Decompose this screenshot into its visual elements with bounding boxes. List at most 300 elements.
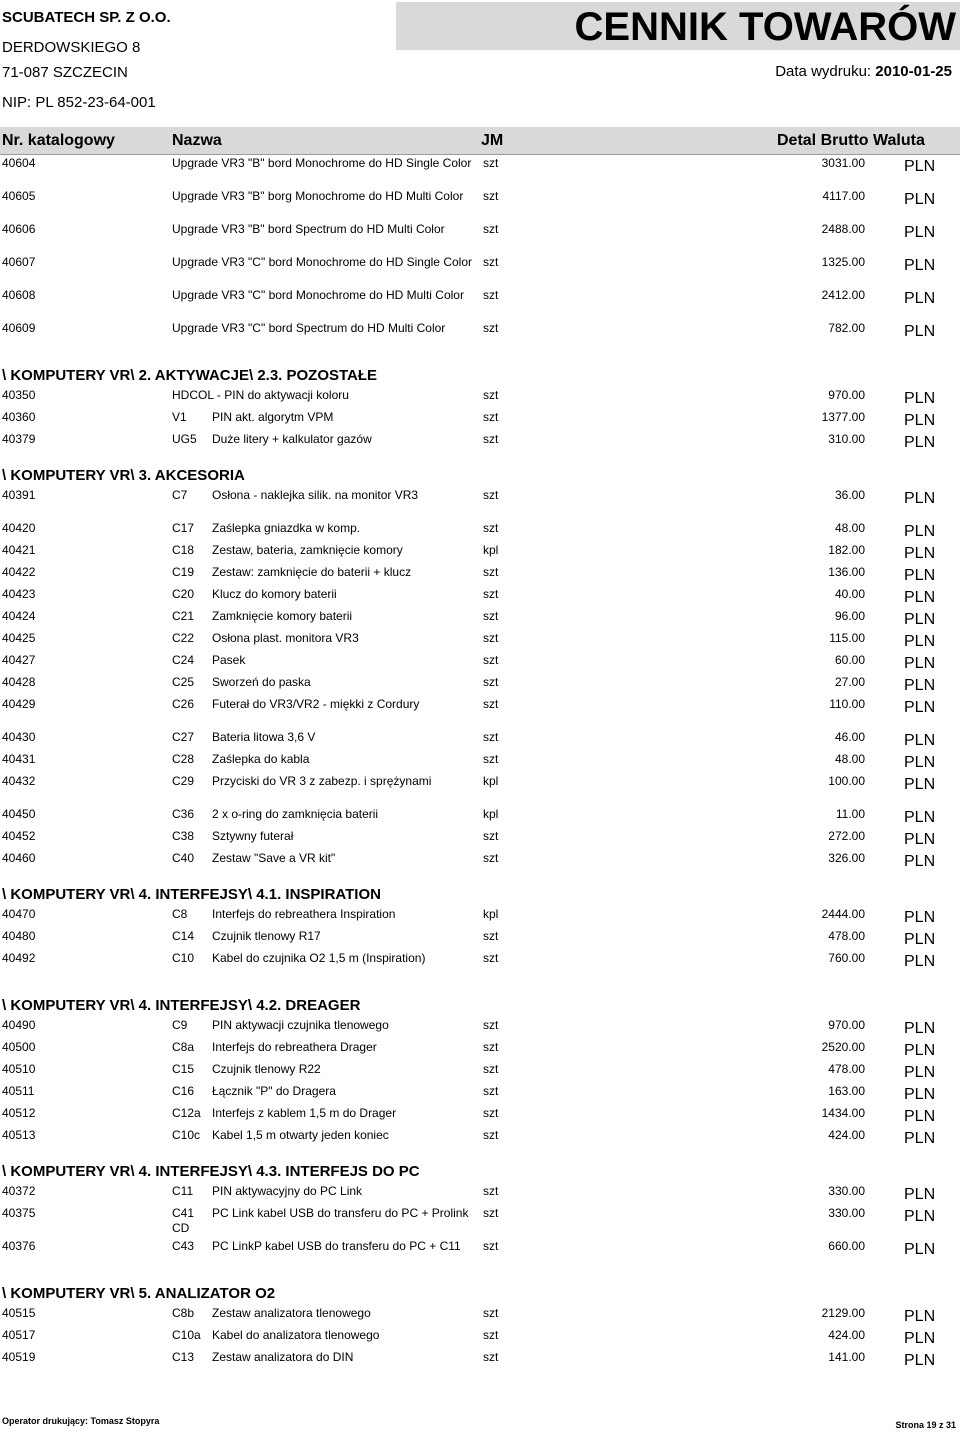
table-row: [0, 586, 960, 608]
currency: PLN: [904, 434, 936, 451]
unit: szt: [483, 1128, 499, 1142]
price-list: [0, 155, 960, 1371]
product-name-cell: [172, 653, 472, 668]
unit: szt: [483, 222, 499, 236]
unit: szt: [483, 321, 499, 335]
catalog-number: 40427: [2, 653, 36, 667]
retail-price: 3031.00: [821, 156, 865, 170]
catalog-number: 40372: [2, 1184, 36, 1198]
retail-price: 272.00: [828, 829, 865, 843]
table-row: [0, 1238, 960, 1271]
currency: PLN: [904, 1330, 936, 1347]
currency: PLN: [904, 257, 936, 274]
product-name: Zaślepka gniazdka w komp.: [212, 521, 361, 535]
unit: szt: [483, 851, 499, 865]
column-header-bar: [0, 127, 960, 155]
catalog-number: 40422: [2, 565, 36, 579]
unit: kpl: [483, 807, 499, 821]
retail-price: 2488.00: [821, 222, 865, 236]
currency: PLN: [904, 633, 936, 650]
product-name: Interfejs do rebreathera Inspiration: [212, 907, 396, 921]
print-date-value: 2010-01-25: [875, 63, 952, 80]
catalog-number: 40424: [2, 609, 36, 623]
catalog-number: 40604: [2, 156, 36, 170]
product-code: V1: [172, 410, 187, 424]
product-code: C20: [172, 587, 195, 601]
unit: szt: [483, 631, 499, 645]
catalog-number: 40606: [2, 222, 36, 236]
product-code: C13: [172, 1350, 195, 1364]
product-name: Upgrade VR3 "C" bord Monochrome do HD Multi Color: [172, 288, 464, 302]
table-row: [0, 564, 960, 586]
product-name: Interfejs do rebreathera Drager: [212, 1040, 377, 1054]
currency: PLN: [904, 523, 936, 540]
product-name: PIN aktywacyjny do PC Link: [212, 1184, 363, 1198]
product-code: C26: [172, 697, 195, 711]
table-row: [0, 630, 960, 652]
unit: kpl: [483, 907, 499, 921]
retail-price: 46.00: [834, 730, 865, 744]
product-name-cell: [172, 1040, 472, 1055]
product-code: C19: [172, 565, 195, 579]
print-date: [775, 63, 952, 80]
unit: kpl: [483, 543, 499, 557]
retail-price: 970.00: [828, 1018, 865, 1032]
company-nip: NIP: PL 852-23-64-001: [2, 94, 156, 111]
section-heading: \ KOMPUTERY VR\ 4. INTERFEJSY\ 4.3. INTERFEJS DO PC: [2, 1163, 420, 1180]
product-name: Kabel do czujnika O2 1,5 m (Inspiration): [212, 951, 426, 965]
product-name-cell: [172, 1328, 472, 1343]
currency: PLN: [904, 490, 936, 507]
currency: PLN: [904, 191, 936, 208]
product-code: C17: [172, 521, 195, 535]
product-name: Kabel do analizatora tlenowego: [212, 1328, 380, 1342]
product-name-cell: [172, 1062, 472, 1077]
section-gap: [0, 1271, 960, 1283]
company-city: 71-087 SZCZECIN: [2, 64, 128, 81]
product-name: Łącznik "P" do Dragera: [212, 1084, 336, 1098]
unit: szt: [483, 288, 499, 302]
product-code: C29: [172, 774, 195, 788]
product-code: C41: [172, 1206, 195, 1220]
unit: szt: [483, 410, 499, 424]
product-code: C7: [172, 488, 188, 502]
product-name: Czujnik tlenowy R22: [212, 1062, 321, 1076]
product-code: C27: [172, 730, 195, 744]
retail-price: 660.00: [828, 1239, 865, 1253]
product-name: Osłona - naklejka silik. na monitor VR3: [212, 488, 419, 502]
retail-price: 1434.00: [821, 1106, 865, 1120]
product-name-cell: [172, 488, 472, 503]
product-code: C10a: [172, 1328, 201, 1342]
retail-price: 424.00: [828, 1328, 865, 1342]
catalog-number: 40429: [2, 697, 36, 711]
unit: szt: [483, 730, 499, 744]
catalog-number: 40430: [2, 730, 36, 744]
product-name-cell: [172, 730, 472, 745]
retail-price: 96.00: [834, 609, 865, 623]
table-row: [0, 696, 960, 729]
currency: PLN: [904, 1208, 936, 1225]
table-row: [0, 188, 960, 221]
table-row: [0, 806, 960, 828]
catalog-number: 40480: [2, 929, 36, 943]
table-row: [0, 950, 960, 983]
product-name-cell: [172, 807, 472, 822]
table-row: [0, 387, 960, 409]
retail-price: 2129.00: [821, 1306, 865, 1320]
product-name: Sworzeń do paska: [212, 675, 311, 689]
currency: PLN: [904, 754, 936, 771]
table-row: [0, 751, 960, 773]
table-row: [0, 928, 960, 950]
currency: PLN: [904, 1108, 936, 1125]
product-name-cell: [172, 1084, 472, 1099]
product-name-cell: [172, 288, 472, 303]
product-name-cell: [172, 829, 472, 844]
catalog-number: 40608: [2, 288, 36, 302]
product-code: C12a: [172, 1106, 201, 1120]
product-name: Sztywny futerał: [212, 829, 294, 843]
currency: PLN: [904, 1042, 936, 1059]
section-gap: [0, 453, 960, 465]
section-heading: \ KOMPUTERY VR\ 4. INTERFEJSY\ 4.2. DREAGER: [2, 997, 361, 1014]
column-header-waluta: Waluta: [873, 132, 925, 149]
retail-price: 182.00: [828, 543, 865, 557]
print-date-label: Data wydruku:: [775, 63, 872, 80]
currency: PLN: [904, 1352, 936, 1369]
unit: szt: [483, 752, 499, 766]
retail-price: 478.00: [828, 1062, 865, 1076]
currency: PLN: [904, 1086, 936, 1103]
product-name-cell: [172, 1350, 472, 1365]
catalog-number: 40423: [2, 587, 36, 601]
unit: szt: [483, 653, 499, 667]
product-name-cell: [172, 1106, 472, 1121]
product-name: Duże litery + kalkulator gazów: [212, 432, 372, 446]
product-name-cell: [172, 587, 472, 602]
retail-price: 11.00: [835, 807, 865, 821]
retail-price: 48.00: [834, 521, 865, 535]
product-name: HDCOL - PIN do aktywacji koloru: [172, 388, 349, 402]
product-name: Zestaw "Save a VR kit": [212, 851, 336, 865]
document-header: [0, 0, 960, 125]
retail-price: 40.00: [834, 587, 865, 601]
currency: PLN: [904, 412, 936, 429]
retail-price: 163.00: [828, 1084, 865, 1098]
retail-price: 310.00: [828, 432, 865, 446]
retail-price: 48.00: [834, 752, 865, 766]
unit: szt: [483, 388, 499, 402]
product-name: Upgrade VR3 "C" bord Monochrome do HD Single Color: [172, 255, 472, 269]
product-code: C9: [172, 1018, 188, 1032]
product-name-cell: [172, 222, 472, 237]
unit: szt: [483, 1239, 499, 1253]
table-row: [0, 608, 960, 630]
currency: PLN: [904, 732, 936, 749]
document-title: CENNIK TOWARÓW: [574, 5, 956, 49]
unit: szt: [483, 697, 499, 711]
product-name-cell: [172, 565, 472, 580]
catalog-number: 40452: [2, 829, 36, 843]
table-row: [0, 1105, 960, 1127]
product-name-cell: [172, 1206, 472, 1236]
unit: szt: [483, 565, 499, 579]
product-name-cell: [172, 156, 472, 171]
currency: PLN: [904, 589, 936, 606]
retail-price: 2412.00: [821, 288, 865, 302]
catalog-number: 40375: [2, 1206, 36, 1220]
section-heading: \ KOMPUTERY VR\ 4. INTERFEJSY\ 4.1. INSPIRATION: [2, 886, 381, 903]
product-name-cell: [172, 432, 472, 447]
retail-price: 110.00: [829, 697, 865, 711]
product-name: Pasek: [212, 653, 246, 667]
unit: szt: [483, 255, 499, 269]
product-name: Kabel 1,5 m otwarty jeden koniec: [212, 1128, 389, 1142]
retail-price: 141.00: [828, 1350, 865, 1364]
catalog-number: 40450: [2, 807, 36, 821]
section-gap: [0, 1149, 960, 1161]
product-name-cell: [172, 543, 472, 558]
product-code: C8: [172, 907, 188, 921]
product-code: C18: [172, 543, 195, 557]
catalog-number: 40515: [2, 1306, 36, 1320]
retail-price: 27.00: [834, 675, 865, 689]
table-row: [0, 1061, 960, 1083]
catalog-number: 40425: [2, 631, 36, 645]
currency: PLN: [904, 390, 936, 407]
section-heading: \ KOMPUTERY VR\ 5. ANALIZATOR O2: [2, 1285, 276, 1302]
retail-price: 1377.00: [821, 410, 865, 424]
currency: PLN: [904, 1186, 936, 1203]
table-row: [0, 850, 960, 872]
product-name: Zestaw analizatora tlenowego: [212, 1306, 371, 1320]
unit: szt: [483, 1328, 499, 1342]
product-code: C40: [172, 851, 195, 865]
unit: szt: [483, 156, 499, 170]
currency: PLN: [904, 909, 936, 926]
table-row: [0, 1305, 960, 1327]
product-name: Przyciski do VR 3 z zabezp. i sprężynami: [212, 774, 432, 788]
column-header-nazwa: Nazwa: [172, 132, 222, 149]
product-name-cell: [172, 1184, 472, 1199]
product-name-cell: [172, 1239, 472, 1254]
unit: szt: [483, 1350, 499, 1364]
unit: szt: [483, 587, 499, 601]
catalog-number: 40420: [2, 521, 36, 535]
product-name: Upgrade VR3 "B" bord Spectrum do HD Multi Color: [172, 222, 445, 236]
catalog-number: 40605: [2, 189, 36, 203]
catalog-number: 40519: [2, 1350, 36, 1364]
retail-price: 760.00: [828, 951, 865, 965]
currency: PLN: [904, 655, 936, 672]
currency: PLN: [904, 290, 936, 307]
table-row: [0, 1205, 960, 1238]
retail-price: 970.00: [828, 388, 865, 402]
table-row: [0, 729, 960, 751]
currency: PLN: [904, 1308, 936, 1325]
product-name-cell: [172, 929, 472, 944]
product-name: Futerał do VR3/VR2 - miękki z Cordury: [212, 697, 420, 711]
catalog-number: 40517: [2, 1328, 36, 1342]
product-code: C14: [172, 929, 195, 943]
retail-price: 2520.00: [821, 1040, 865, 1054]
unit: szt: [483, 1184, 499, 1198]
currency: PLN: [904, 809, 936, 826]
product-name-cell: [172, 321, 472, 336]
catalog-number: 40432: [2, 774, 36, 788]
product-name-cell: [172, 851, 472, 866]
retail-price: 782.00: [828, 321, 865, 335]
product-code: C43: [172, 1239, 195, 1253]
table-row: [0, 254, 960, 287]
product-code: C15: [172, 1062, 195, 1076]
table-row: [0, 431, 960, 453]
catalog-number: 40500: [2, 1040, 36, 1054]
currency: PLN: [904, 545, 936, 562]
product-name-cell: [172, 1018, 472, 1033]
product-code: C11: [172, 1184, 194, 1198]
product-name-cell: [172, 697, 472, 712]
currency: PLN: [904, 831, 936, 848]
catalog-number: 40511: [2, 1084, 35, 1098]
unit: szt: [483, 829, 499, 843]
product-code: UG5: [172, 432, 197, 446]
unit: kpl: [483, 774, 499, 788]
product-code: C36: [172, 807, 195, 821]
catalog-number: 40376: [2, 1239, 36, 1253]
title-box: [396, 2, 960, 50]
section-gap: [0, 983, 960, 995]
catalog-number: 40428: [2, 675, 36, 689]
table-row: [0, 828, 960, 850]
unit: szt: [483, 1018, 499, 1032]
product-name: Upgrade VR3 "B" borg Monochrome do HD Multi Color: [172, 189, 464, 203]
column-header-nr: Nr. katalogowy: [2, 132, 115, 149]
unit: szt: [483, 1084, 499, 1098]
retail-price: 115.00: [829, 631, 865, 645]
product-code: C16: [172, 1084, 195, 1098]
product-code: C24: [172, 653, 195, 667]
product-name-cell: [172, 1128, 472, 1143]
table-row: [0, 1017, 960, 1039]
currency: PLN: [904, 611, 936, 628]
table-row: [0, 221, 960, 254]
product-name: Zestaw analizatora do DIN: [212, 1350, 354, 1364]
table-row: [0, 320, 960, 353]
currency: PLN: [904, 1241, 936, 1258]
product-name: Osłona plast. monitora VR3: [212, 631, 359, 645]
product-name-cell: [172, 1306, 472, 1321]
product-code: C8b: [172, 1306, 195, 1320]
catalog-number: 40609: [2, 321, 36, 335]
unit: szt: [483, 1106, 499, 1120]
unit: szt: [483, 488, 499, 502]
column-header-jm: JM: [481, 132, 504, 149]
product-code: C25: [172, 675, 195, 689]
table-row: [0, 155, 960, 188]
product-code: C38: [172, 829, 195, 843]
currency: PLN: [904, 1130, 936, 1147]
catalog-number: 40470: [2, 907, 36, 921]
currency: PLN: [904, 677, 936, 694]
footer-operator: Operator drukujący: Tomasz Stopyra: [2, 1416, 160, 1426]
product-name-cell: [172, 951, 472, 966]
product-name-cell: [172, 675, 472, 690]
retail-price: 330.00: [828, 1206, 865, 1220]
unit: szt: [483, 1040, 499, 1054]
product-code: C10c: [172, 1128, 201, 1142]
unit: szt: [483, 609, 499, 623]
retail-price: 2444.00: [821, 907, 865, 921]
retail-price: 1325.00: [821, 255, 865, 269]
retail-price: 36.00: [834, 488, 865, 502]
retail-price: 100.00: [828, 774, 865, 788]
table-row: [0, 773, 960, 806]
retail-price: 4117.00: [822, 189, 865, 203]
product-name-cell: [172, 774, 472, 789]
product-name: Zestaw, bateria, zamknięcie komory: [212, 543, 403, 557]
product-name-cell: [172, 189, 472, 204]
product-name: Klucz do komory baterii: [212, 587, 337, 601]
unit: szt: [483, 929, 499, 943]
column-header-cena: Detal Brutto: [777, 132, 869, 149]
product-name: PC LinkP kabel USB do transferu do PC + C11: [212, 1239, 461, 1253]
product-name-cell: [172, 388, 472, 403]
product-name: Zaślepka do kabla: [212, 752, 310, 766]
product-name-cell: [172, 907, 472, 922]
catalog-number: 40460: [2, 851, 36, 865]
retail-price: 330.00: [828, 1184, 865, 1198]
table-row: [0, 674, 960, 696]
product-name: Interfejs z kablem 1,5 m do Drager: [212, 1106, 397, 1120]
footer-page-number: Strona 19 z 31: [895, 1420, 956, 1430]
section-gap: [0, 353, 960, 365]
catalog-number: 40510: [2, 1062, 36, 1076]
catalog-number: 40431: [2, 752, 36, 766]
product-code: C21: [172, 609, 195, 623]
table-row: [0, 1039, 960, 1061]
unit: szt: [483, 432, 499, 446]
catalog-number: 40512: [2, 1106, 36, 1120]
currency: PLN: [904, 1020, 936, 1037]
table-row: [0, 1327, 960, 1349]
currency: PLN: [904, 776, 936, 793]
currency: PLN: [904, 953, 936, 970]
catalog-number: 40379: [2, 432, 36, 446]
currency: PLN: [904, 1064, 936, 1081]
table-row: [0, 906, 960, 928]
product-code: C28: [172, 752, 195, 766]
catalog-number: 40490: [2, 1018, 36, 1032]
product-name: PIN aktywacji czujnika tlenowego: [212, 1018, 389, 1032]
product-name: Zestaw: zamknięcie do baterii + klucz: [212, 565, 412, 579]
product-name-cell: [172, 410, 472, 425]
product-name: PIN akt. algorytm VPM: [212, 410, 334, 424]
product-name: Bateria litowa 3,6 V: [212, 730, 316, 744]
unit: szt: [483, 1206, 499, 1220]
unit: szt: [483, 521, 499, 535]
catalog-number: 40360: [2, 410, 36, 424]
product-name-cell: [172, 609, 472, 624]
product-name-cell: [172, 631, 472, 646]
product-name: Zamknięcie komory baterii: [212, 609, 353, 623]
catalog-number: 40513: [2, 1128, 36, 1142]
product-code: C8a: [172, 1040, 195, 1054]
currency: PLN: [904, 224, 936, 241]
company-name: SCUBATECH SP. Z O.O.: [2, 9, 171, 26]
currency: PLN: [904, 699, 936, 716]
